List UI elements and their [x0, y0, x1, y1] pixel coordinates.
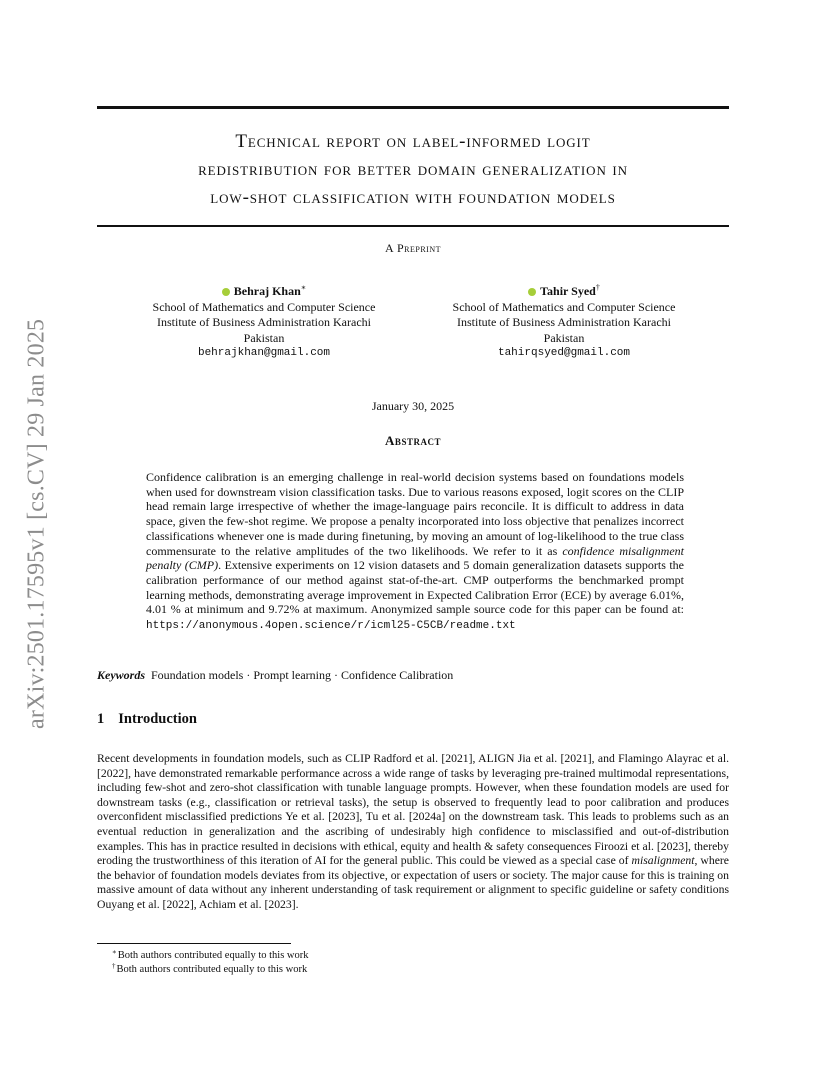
footnote-mark: † — [112, 961, 116, 970]
author-name: Tahir Syed — [540, 284, 596, 298]
title-line-3: low-shot classification with foundation models — [210, 187, 616, 208]
paragraph-italic-term: misalignment — [631, 854, 695, 868]
author-affiliation-institute: Institute of Business Administration Karachi — [457, 315, 671, 329]
introduction-paragraph — [97, 752, 729, 913]
author-email[interactable]: behrajkhan@gmail.com — [197, 347, 331, 359]
section-heading — [97, 711, 197, 728]
author-affiliation-school: School of Mathematics and Computer Science — [152, 299, 376, 314]
arxiv-identifier-stamp: arXiv:2501.17595v1 [cs.CV] 29 Jan 2025 — [23, 318, 50, 730]
author-affiliation-institute: Institute of Business Administration Karachi — [157, 315, 371, 329]
author-name-line — [114, 284, 414, 300]
title-top-rule — [97, 106, 729, 109]
author-name: Behraj Khan — [233, 284, 301, 298]
abstract-text-part-2: . Extensive experiments on 12 vision datasets and 5 domain generalization datasets supports the calibration performance of our method against stat-of-the-art. CMP outperforms the benchmarked prompt learning methods, demonstrating average improvement in Expected Calibration Error (ECE) by average 6.01%, 4.01 % at minimum and 9.72% at maximum. Anonymized sample source code for this paper can be found at: — [146, 558, 684, 617]
keywords-line — [97, 668, 729, 683]
author-email[interactable]: tahirqsyed@gmail.com — [497, 347, 631, 359]
title-bottom-rule — [97, 225, 729, 227]
title-line-2: redistribution for better domain generalization in — [198, 159, 628, 180]
keywords-text: Foundation models · Prompt learning · Confidence Calibration — [151, 668, 454, 682]
footnote-rule — [97, 943, 291, 944]
author-name-line — [414, 284, 714, 300]
paragraph-text-part-2: , where the behavior of foundation models deviates from its objective, or expectation of users or society. The major cause for this is training on massive amount of data without any inherent understanding of task requirement or alignment to specific guideline or safety conditions Ouyang et al. [2022], Achiam et al. [2023]. — [97, 854, 729, 911]
author-country: Pakistan — [543, 330, 585, 345]
author-block-1 — [114, 284, 414, 362]
footnote-mark: ∗ — [112, 947, 117, 956]
footnote-1 — [112, 949, 309, 962]
footnote-text: Both authors contributed equally to this work — [116, 964, 308, 975]
author-footnote-mark: ∗ — [300, 283, 307, 292]
abstract-body — [146, 470, 684, 634]
author-block-2 — [414, 284, 714, 362]
publication-date: January 30, 2025 — [371, 399, 455, 413]
author-country: Pakistan — [243, 330, 285, 345]
source-code-url[interactable]: https://anonymous.4open.science/r/icml25-C5CB/readme.txt — [146, 620, 516, 633]
author-affiliation-school: School of Mathematics and Computer Science — [452, 299, 676, 314]
abstract-heading: Abstract — [385, 433, 441, 448]
orcid-icon[interactable] — [528, 288, 536, 296]
preprint-label: A Preprint — [384, 241, 441, 255]
footnote-2 — [112, 963, 307, 976]
footnote-text: Both authors contributed equally to this work — [117, 950, 309, 961]
section-number: 1 — [97, 711, 105, 727]
title-line-1: Technical report on label-informed logit — [235, 131, 591, 152]
abstract-italic-term: confidence misalignment penalty (CMP) — [146, 543, 685, 573]
author-footnote-mark: † — [595, 283, 600, 292]
paragraph-text-part-1: Recent developments in foundation models, such as CLIP Radford et al. [2021], ALIGN Jia et al. [2021], and Flamingo Alayrac et al. [2022], have demonstrated remarkable performance across a wide range of tasks by leveraging pre-trained multimodal representations, including few-shot and zero-shot classification with tunable language prompts. However, when these foundation models are used for downstream tasks (e.g., classification or retrieval tasks), the setup is observed to frequently lead to poor calibration and produces overconfident misclassified predictions Ye et al. [2023], Tu et al. [2024a] on the downstream task. This leads to problems such as an eventual reduction in generalization and the ascribing of undesirably high confidence to misclassified and out-of-distribution examples. This has in practice resulted in decisions with ethical, equity and health & safety consequences Firoozi et al. [2023], thereby eroding the trustworthiness of this iteration of AI for the general public. This could be viewed as a special case of — [97, 752, 729, 868]
abstract-text-part-1: Confidence calibration is an emerging challenge in real-world decision systems based on foundations models when used for downstream vision classification tasks. Due to various reasons exposed, logit scores on the CLIP head remain large irrespective of whether the image-language pairs reconcile. It is difficult to address in data space, given the few-shot regime. We propose a penalty incorporated into loss objective that penalizes incorrect classifications whenever one is made during finetuning, by moving an amount of log-likelihood to the true class commensurate to the relative amplitudes of the two likelihoods. We refer to it as — [146, 470, 684, 558]
section-title: Introduction — [118, 711, 197, 727]
paper-title — [97, 128, 729, 212]
orcid-icon[interactable] — [222, 288, 230, 296]
keywords-label: Keywords — [97, 668, 145, 682]
